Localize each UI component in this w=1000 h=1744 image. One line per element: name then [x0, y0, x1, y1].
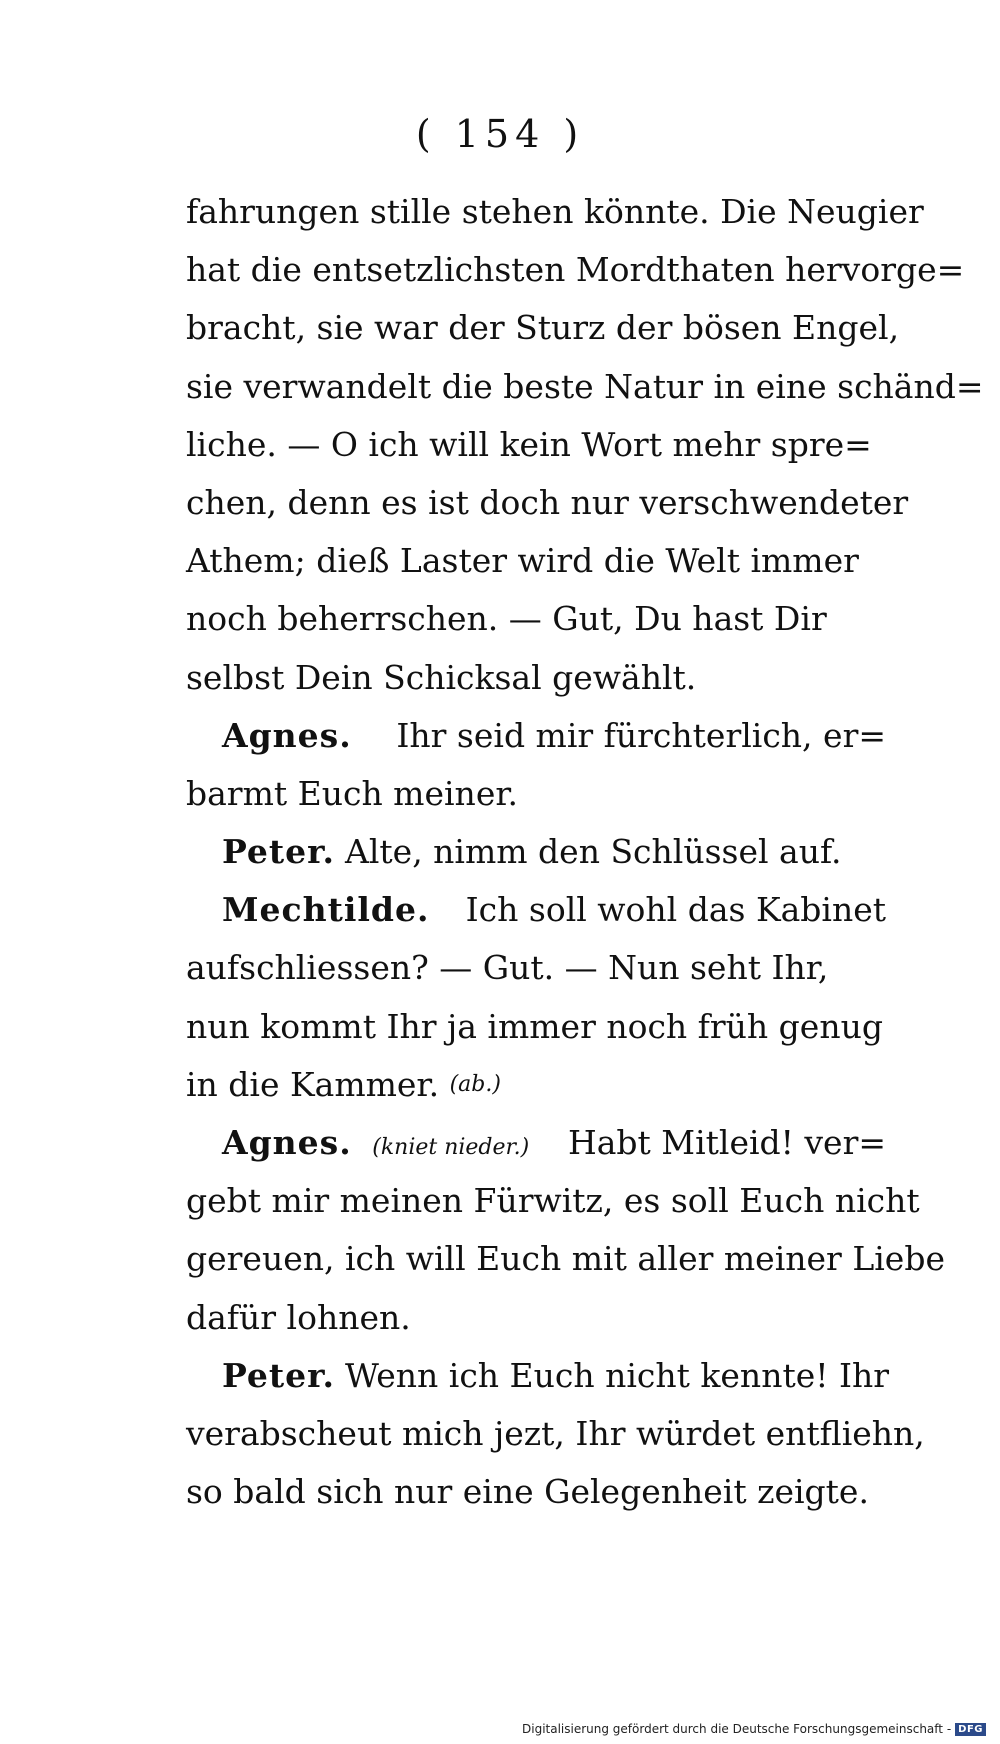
- text-line: barmt Euch meiner.: [186, 773, 518, 813]
- text-line: nun kommt Ihr ja immer noch früh genug: [186, 1006, 883, 1046]
- stage-direction: (kniet nieder.): [372, 1135, 530, 1160]
- text-line: bracht, sie war der Sturz der bösen Engel,: [186, 308, 900, 348]
- text-line: chen, denn es ist doch nur verschwendeter: [186, 482, 909, 522]
- dialogue-line: Mechtilde. Ich soll wohl das Kabinet: [186, 881, 886, 939]
- credit-text: Digitalisierung gefördert durch die Deutsche Forschungsgemeinschaft -: [522, 1722, 952, 1736]
- dialogue-line: Agnes. (kniet nieder.) Habt Mitleid! ver=: [222, 1123, 886, 1162]
- speaker-name: Agnes.: [222, 1123, 352, 1162]
- dialogue-line: Peter. Wenn ich Euch nicht kennte! Ihr: [186, 1347, 886, 1405]
- text-line: gebt mir meinen Fürwitz, es soll Euch nicht: [186, 1181, 920, 1221]
- speaker-name: Agnes.: [222, 715, 352, 755]
- text-line: liche. — O ich will kein Wort mehr spre=: [186, 424, 872, 464]
- text-line: verabscheut mich jezt, Ihr würdet entfliehn,: [186, 1413, 925, 1453]
- text-line: gereuen, ich will Euch mit aller meiner Liebe: [186, 1239, 945, 1279]
- text-line: in die Kammer. (ab.): [186, 1056, 886, 1114]
- text-line: aufschliessen? — Gut. — Nun seht Ihr,: [186, 948, 829, 988]
- speaker-name: Mechtilde.: [222, 890, 430, 930]
- speaker-name: Peter.: [222, 832, 336, 872]
- text-line: dafür lohnen.: [186, 1297, 411, 1337]
- page-number: ( 154 ): [415, 112, 585, 156]
- text-line: Athem; dieß Laster wird die Welt immer: [186, 541, 859, 581]
- dfg-logo: DFG: [955, 1723, 986, 1736]
- stage-direction: (ab.): [449, 1071, 501, 1097]
- text-line: fahrungen stille stehen könnte. Die Neugier: [186, 192, 924, 231]
- dialogue-line: Agnes. Ihr seid mir fürchterlich, er=: [186, 707, 886, 765]
- text-line: sie verwandelt die beste Natur in eine schänd=: [186, 366, 984, 406]
- body-text: [186, 183, 984, 1521]
- text-line: noch beherrschen. — Gut, Du hast Dir: [186, 599, 827, 639]
- text-line: so bald sich nur eine Gelegenheit zeigte.: [186, 1472, 869, 1512]
- text-line: hat die entsetzlichsten Mordthaten hervorge=: [186, 250, 965, 290]
- speaker-name: Peter.: [222, 1355, 336, 1395]
- dialogue-line: Peter. Alte, nimm den Schlüssel auf.: [186, 823, 886, 881]
- digitization-credit: [522, 1722, 986, 1736]
- text-line: selbst Dein Schicksal gewählt.: [186, 657, 697, 697]
